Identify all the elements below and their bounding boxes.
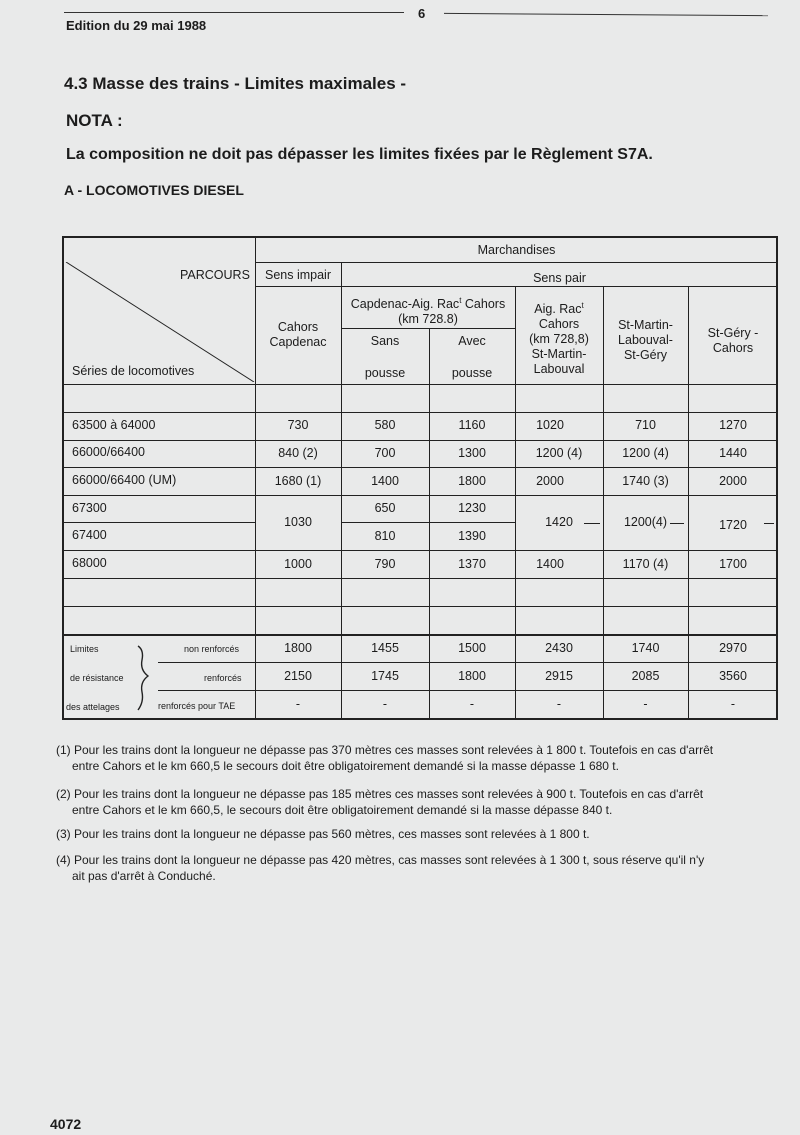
subtitle: A - LOCOMOTIVES DIESEL — [64, 182, 244, 198]
nota-label: NOTA : — [66, 111, 123, 130]
cell: 790 — [374, 557, 396, 571]
col-capdenac-aig: Capdenac-Aig. Rac$^t$ Cahors (km 728.8) — [350, 296, 506, 327]
cell-merged: 1030 — [284, 515, 312, 529]
cell: 1440 — [719, 446, 747, 460]
cell: 2150 — [284, 669, 312, 683]
section-title: 4.3 Masse des trains - Limites maximales - — [64, 74, 407, 93]
cell: 2430 — [545, 641, 573, 655]
hline — [64, 522, 255, 523]
cell: 1390 — [458, 529, 486, 543]
cell: 730 — [287, 418, 309, 432]
limits-row-label: renforcés — [204, 673, 242, 683]
cell-merged: 1720 — [719, 518, 747, 532]
limits-row-label: non renforcés — [184, 644, 240, 654]
cell: 1230 — [458, 501, 486, 515]
row-serie: 68000 — [72, 556, 107, 570]
row-serie: 66000/66400 — [72, 445, 145, 459]
hline — [255, 690, 776, 691]
col-stmartin: St-Martin- Labouval- St-Géry — [618, 318, 673, 362]
hline — [341, 522, 515, 523]
cell: 1800 — [458, 474, 486, 488]
col-stgery: St-Géry - Cahors — [707, 326, 759, 355]
cell: 1000 — [284, 557, 312, 571]
col-aig-cahors: Aig. Rac$^t$ Cahors (km 728,8) St-Martin- Labouval — [529, 301, 589, 377]
hline — [64, 606, 776, 607]
hline — [64, 412, 776, 413]
cell: 1370 — [458, 557, 486, 571]
header-rule-right — [444, 13, 768, 16]
hline — [64, 467, 776, 468]
row-serie: 67400 — [72, 528, 107, 542]
hline — [255, 662, 776, 663]
nota-text: La composition ne doit pas dépasser les limites fixées par le Règlement S7A. — [66, 146, 653, 163]
cell: 650 — [374, 501, 396, 515]
cell: 700 — [374, 446, 396, 460]
cell: 1200 (4) — [622, 446, 669, 460]
dash — [764, 523, 774, 524]
vline — [429, 328, 430, 718]
hline — [158, 662, 255, 663]
hline — [341, 328, 515, 329]
limits-row-label: renforcés pour TAE — [158, 701, 236, 711]
header-rule-left — [64, 12, 404, 13]
limits-label: Limites — [70, 644, 99, 654]
cell: 1745 — [371, 669, 399, 683]
footnote-2: (2) Pour les trains dont la longueur ne dépasse pas 185 mètres ces masses sont relevées à 900 t. Toutefois en cas d'arrêt entre Cahors et le km 660,5, le secours doit être obligatoirement demandé si la masse dépasse 840 t. — [56, 787, 704, 817]
hline — [64, 384, 776, 385]
cell: 1170 (4) — [622, 557, 669, 571]
cell: 840 (2) — [278, 446, 318, 460]
cell: 1200 (4) — [535, 446, 583, 460]
cell: 1680 (1) — [274, 474, 322, 488]
cell: 2000 — [719, 474, 747, 488]
hline-limits — [64, 634, 776, 636]
cell: - — [643, 697, 648, 711]
hline — [64, 495, 776, 496]
cell: 1800 — [458, 669, 486, 683]
cell: 710 — [635, 418, 656, 432]
footnote-1: (1) Pour les trains dont la longueur ne dépasse pas 370 mètres ces masses sont relevées à 1 800 t. Toutefois en cas d'arrêt entre Cahors et le km 660,5 le secours doit être obligatoirement demandé si la masse dépasse 1 680 t. — [56, 743, 714, 773]
cell: 2915 — [545, 669, 573, 683]
cell: - — [469, 697, 475, 711]
cell-merged: 1200(4) — [623, 515, 668, 529]
brace-icon — [132, 638, 158, 716]
cell: 1270 — [719, 418, 747, 432]
cell: - — [730, 697, 736, 711]
header-sens-impair: Sens impair — [265, 268, 331, 282]
header-sens-pair: Sens pair — [533, 271, 586, 285]
row-serie: 67300 — [72, 501, 107, 515]
mass-limits-table — [62, 236, 778, 720]
hline — [158, 690, 255, 691]
hline — [64, 550, 776, 551]
cell: 3560 — [719, 669, 747, 683]
cell: 580 — [374, 418, 396, 432]
header-parcours: PARCOURS — [180, 268, 250, 282]
cell: 2000 — [536, 474, 564, 488]
cell: 1740 — [631, 641, 660, 655]
row-serie: 63500 à 64000 — [72, 418, 156, 432]
footnote-4: (4) Pour les trains dont la longueur ne dépasse pas 420 mètres, cas masses sont relevées à 1 300 t, sous réserve qu'il n'y ait pas d'arrêt à Conduché. — [56, 853, 705, 883]
cell: - — [556, 697, 562, 711]
cell: 1500 — [458, 641, 486, 655]
dash — [670, 523, 684, 524]
cell: 1400 — [536, 557, 564, 571]
cell-merged: 1420 — [545, 515, 573, 529]
hline — [64, 440, 776, 441]
cell: 810 — [374, 529, 396, 543]
page-id: 4072 — [50, 1116, 82, 1132]
cell: 2970 — [719, 641, 747, 655]
page-number: 6 — [418, 6, 426, 21]
edition-date: Edition du 29 mai 1988 — [66, 18, 207, 33]
cell: 1740 (3) — [622, 474, 669, 488]
footnote-3: (3) Pour les trains dont la longueur ne dépasse pas 560 mètres, ces masses sont relevées à 1 800 t. — [56, 827, 590, 841]
limits-label: des attelages — [66, 702, 120, 712]
cell: 1700 — [719, 557, 747, 571]
col-sans: Sans — [370, 334, 400, 348]
header-series: Séries de locomotives — [72, 364, 195, 378]
col-avec: Avec — [458, 334, 486, 348]
cell: 1400 — [371, 474, 399, 488]
cell: 2085 — [631, 669, 660, 683]
hline — [255, 286, 776, 287]
cell: - — [382, 697, 388, 711]
header-marchandises: Marchandises — [477, 243, 556, 257]
col-cahors-capdenac: Cahors Capdenac — [269, 320, 327, 349]
row-serie: 66000/66400 (UM) — [72, 473, 177, 487]
cell: 1300 — [458, 446, 486, 460]
cell: - — [295, 697, 301, 711]
cell: 1160 — [458, 418, 486, 432]
cell: 1455 — [371, 641, 399, 655]
col-sans-2: pousse — [364, 366, 406, 380]
cell: 1800 — [284, 641, 312, 655]
col-avec-2: pousse — [451, 366, 493, 380]
hline — [255, 262, 776, 263]
dash — [584, 523, 600, 524]
cell: 1020 — [536, 418, 564, 432]
limits-label: de résistance — [70, 673, 124, 683]
hline — [64, 578, 776, 579]
